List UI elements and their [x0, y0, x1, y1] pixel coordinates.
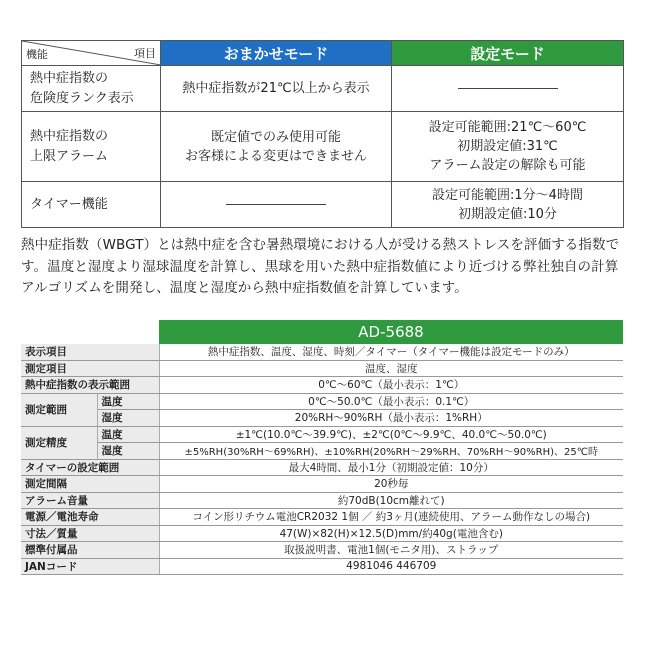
spec-label: 電源／電池寿命 [21, 509, 159, 526]
omakase-timer [161, 182, 392, 228]
settei-risk-rank [392, 66, 624, 112]
spec-header-blank [21, 320, 159, 344]
omakase-risk-rank: 熱中症指数が21℃以上から表示 [161, 66, 392, 112]
spec-sublabel: 温度 [97, 426, 159, 443]
table-row [21, 426, 623, 443]
spec-value: 0℃〜50.0℃（最小表示：0.1℃） [159, 393, 623, 410]
spec-label: タイマーの設定範囲 [21, 459, 159, 476]
spec-label: アラーム音量 [21, 492, 159, 509]
spec-sublabel: 温度 [97, 393, 159, 410]
spec-label: 標準付属品 [21, 542, 159, 559]
settei-timer: 設定可能範囲:1分〜4時間 初期設定値:10分 [392, 182, 624, 228]
table-corner-header [22, 41, 161, 66]
spec-value: ±1℃(10.0℃〜39.9℃)、±2℃(0℃〜9.9℃、40.0℃〜50.0℃) [159, 426, 623, 443]
not-applicable-dash [458, 88, 558, 89]
spec-label: 測定精度 [21, 426, 97, 459]
spec-value: 最大4時間、最小1分（初期設定値：10分） [159, 459, 623, 476]
spec-label: 測定項目 [21, 360, 159, 377]
table-row [22, 112, 624, 182]
corner-label-item: 項目 [134, 47, 156, 60]
table-row [21, 558, 623, 575]
spec-label: 寸法／質量 [21, 525, 159, 542]
table-row [22, 182, 624, 228]
mode-comparison-table [21, 40, 624, 228]
spec-label: JANコード [21, 558, 159, 575]
spec-label: 熱中症指数の表示範囲 [21, 377, 159, 394]
spec-label: 測定範囲 [21, 393, 97, 426]
spec-value: 4981046 446709 [159, 558, 623, 575]
model-number-header: AD-5688 [159, 320, 623, 344]
table-row [21, 393, 623, 410]
row-label-risk-rank: 熱中症指数の 危険度ランク表示 [22, 66, 161, 112]
spec-value: 約70dB(10cm離れて) [159, 492, 623, 509]
corner-label-function: 機能 [26, 48, 48, 61]
settei-mode-header: 設定モード [392, 41, 624, 66]
spec-value: 20秒毎 [159, 476, 623, 493]
row-label-timer: タイマー機能 [22, 182, 161, 228]
table-row [21, 360, 623, 377]
spec-sublabel: 湿度 [97, 410, 159, 427]
table-row [21, 509, 623, 526]
table-row [21, 542, 623, 559]
spec-value: 0℃〜60℃（最小表示：1℃） [159, 377, 623, 394]
spec-table [21, 320, 623, 575]
spec-value: 温度、湿度 [159, 360, 623, 377]
not-applicable-dash [226, 204, 326, 205]
spec-value: ±5%RH(30%RH〜69%RH)、±10%RH(20%RH〜29%RH、70%RH〜90%RH)、25℃時 [159, 443, 623, 460]
table-row [21, 377, 623, 394]
spec-label: 測定間隔 [21, 476, 159, 493]
table-row [21, 525, 623, 542]
wbgt-description: 熱中症指数（WBGT）とは熱中症を含む暑熱環境における人が受ける熱ストレスを評価する指数です。温度と湿度より湿球温度を計算し、黒球を用いた熱中症指数値により近づける弊社独自の計算アルゴリズムを開発し、温度と湿度から熱中症指数値を計算しています。 [21, 237, 620, 296]
omakase-mode-header: おまかせモード [161, 41, 392, 66]
settei-upper-alarm: 設定可能範囲:21℃〜60℃ 初期設定値:31℃ アラーム設定の解除も可能 [392, 112, 624, 182]
spec-value: 47(W)×82(H)×12.5(D)mm/約40g(電池含む) [159, 525, 623, 542]
spec-value: 取扱説明書、電池1個(モニタ用)、ストラップ [159, 542, 623, 559]
table-row [21, 344, 623, 360]
row-label-upper-alarm: 熱中症指数の 上限アラーム [22, 112, 161, 182]
table-row [21, 410, 623, 427]
table-row [21, 459, 623, 476]
table-row [22, 66, 624, 112]
omakase-upper-alarm: 既定値でのみ使用可能 お客様による変更はできません [161, 112, 392, 182]
table-row [21, 492, 623, 509]
spec-value: コイン形リチウム電池CR2032 1個 ／ 約3ヶ月(連続使用、アラーム動作なしの場合) [159, 509, 623, 526]
table-row [21, 476, 623, 493]
spec-sublabel: 湿度 [97, 443, 159, 460]
spec-label: 表示項目 [21, 344, 159, 360]
table-row [21, 443, 623, 460]
spec-value: 熱中症指数、温度、湿度、時刻／タイマー（タイマー機能は設定モードのみ） [159, 344, 623, 360]
spec-value: 20%RH〜90%RH（最小表示：1%RH） [159, 410, 623, 427]
